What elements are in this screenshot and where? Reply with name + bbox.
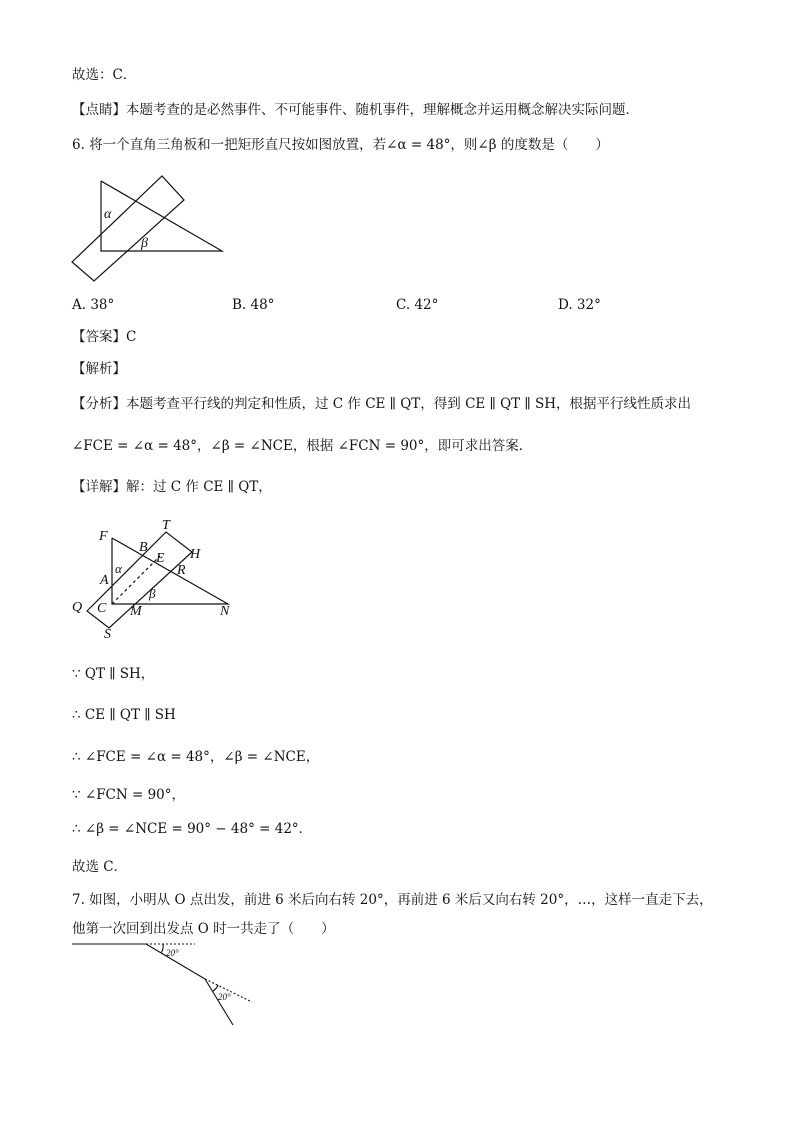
- text-line-choice: 故选：C．: [72, 67, 137, 83]
- path-segment-3: [205, 979, 233, 1025]
- step-5: ∴ ∠β = ∠NCE = 90° − 48° = 42°．: [72, 821, 313, 837]
- angle-arc-1: [161, 944, 163, 953]
- answer-line: 【答案】C: [72, 329, 137, 345]
- label-h: H: [190, 547, 201, 562]
- step-2: ∴ CE ∥ QT ∥ SH: [72, 707, 176, 723]
- question-7-line-1: 7. 如图，小明从 O 点出发，前进 6 米后向右转 20°，再前进 6 米后又向右转 20°，…，这样一直走下去，: [72, 892, 713, 908]
- question-6: 6. 将一个直角三角板和一把矩形直尺按如图放置，若∠α = 48°，则∠β 的度数是（ ）: [72, 137, 609, 153]
- step-3: ∴ ∠FCE = ∠α = 48°，∠β = ∠NCE，: [72, 749, 320, 765]
- label-q: Q: [72, 600, 83, 615]
- label-t: T: [162, 518, 170, 533]
- label-a: A: [100, 573, 109, 588]
- label-e: E: [156, 551, 165, 566]
- label-n: N: [220, 604, 230, 619]
- analysis-heading: 【解析】: [72, 361, 126, 377]
- analysis-line-2: ∠FCE = ∠α = 48°，∠β = ∠NCE，根据 ∠FCN = 90°，即可求出答案．: [72, 438, 533, 454]
- step-4: ∵ ∠FCN = 90°，: [72, 787, 186, 803]
- label-s: S: [104, 627, 111, 642]
- final-choice: 故选 C．: [72, 859, 128, 875]
- angle-label-1: 20°: [166, 948, 179, 958]
- label-beta: β: [149, 586, 156, 601]
- text-line-comment: 【点睛】本题考查的是必然事件、不可能事件、随机事件，理解概念并运用概念解决实际问题．: [72, 102, 639, 118]
- analysis-line-1: 【分析】本题考查平行线的判定和性质，过 C 作 CE ∥ QT，得到 CE ∥ QT ∥ SH，根据平行线性质求出: [72, 396, 691, 412]
- label-b: B: [139, 540, 148, 555]
- question-7-line-2: 他第一次回到出发点 O 时一共走了（ ）: [72, 921, 335, 937]
- angle-arc-2: [213, 985, 218, 991]
- label-c: C: [97, 601, 107, 616]
- label-alpha: α: [115, 561, 122, 576]
- label-r: R: [177, 563, 186, 578]
- detail-line: 【详解】解：过 C 作 CE ∥ QT，: [72, 479, 272, 495]
- label-f: F: [99, 529, 108, 544]
- option-d: D. 32°: [558, 297, 601, 313]
- option-c: C. 42°: [396, 297, 439, 313]
- step-1: ∵ QT ∥ SH，: [72, 666, 155, 682]
- beta-label: β: [141, 236, 148, 251]
- label-m: M: [130, 604, 142, 619]
- angle-label-2: 20°: [218, 992, 231, 1002]
- option-a: A. 38°: [72, 297, 115, 313]
- alpha-label: α: [104, 207, 112, 222]
- option-b: B. 48°: [232, 297, 275, 313]
